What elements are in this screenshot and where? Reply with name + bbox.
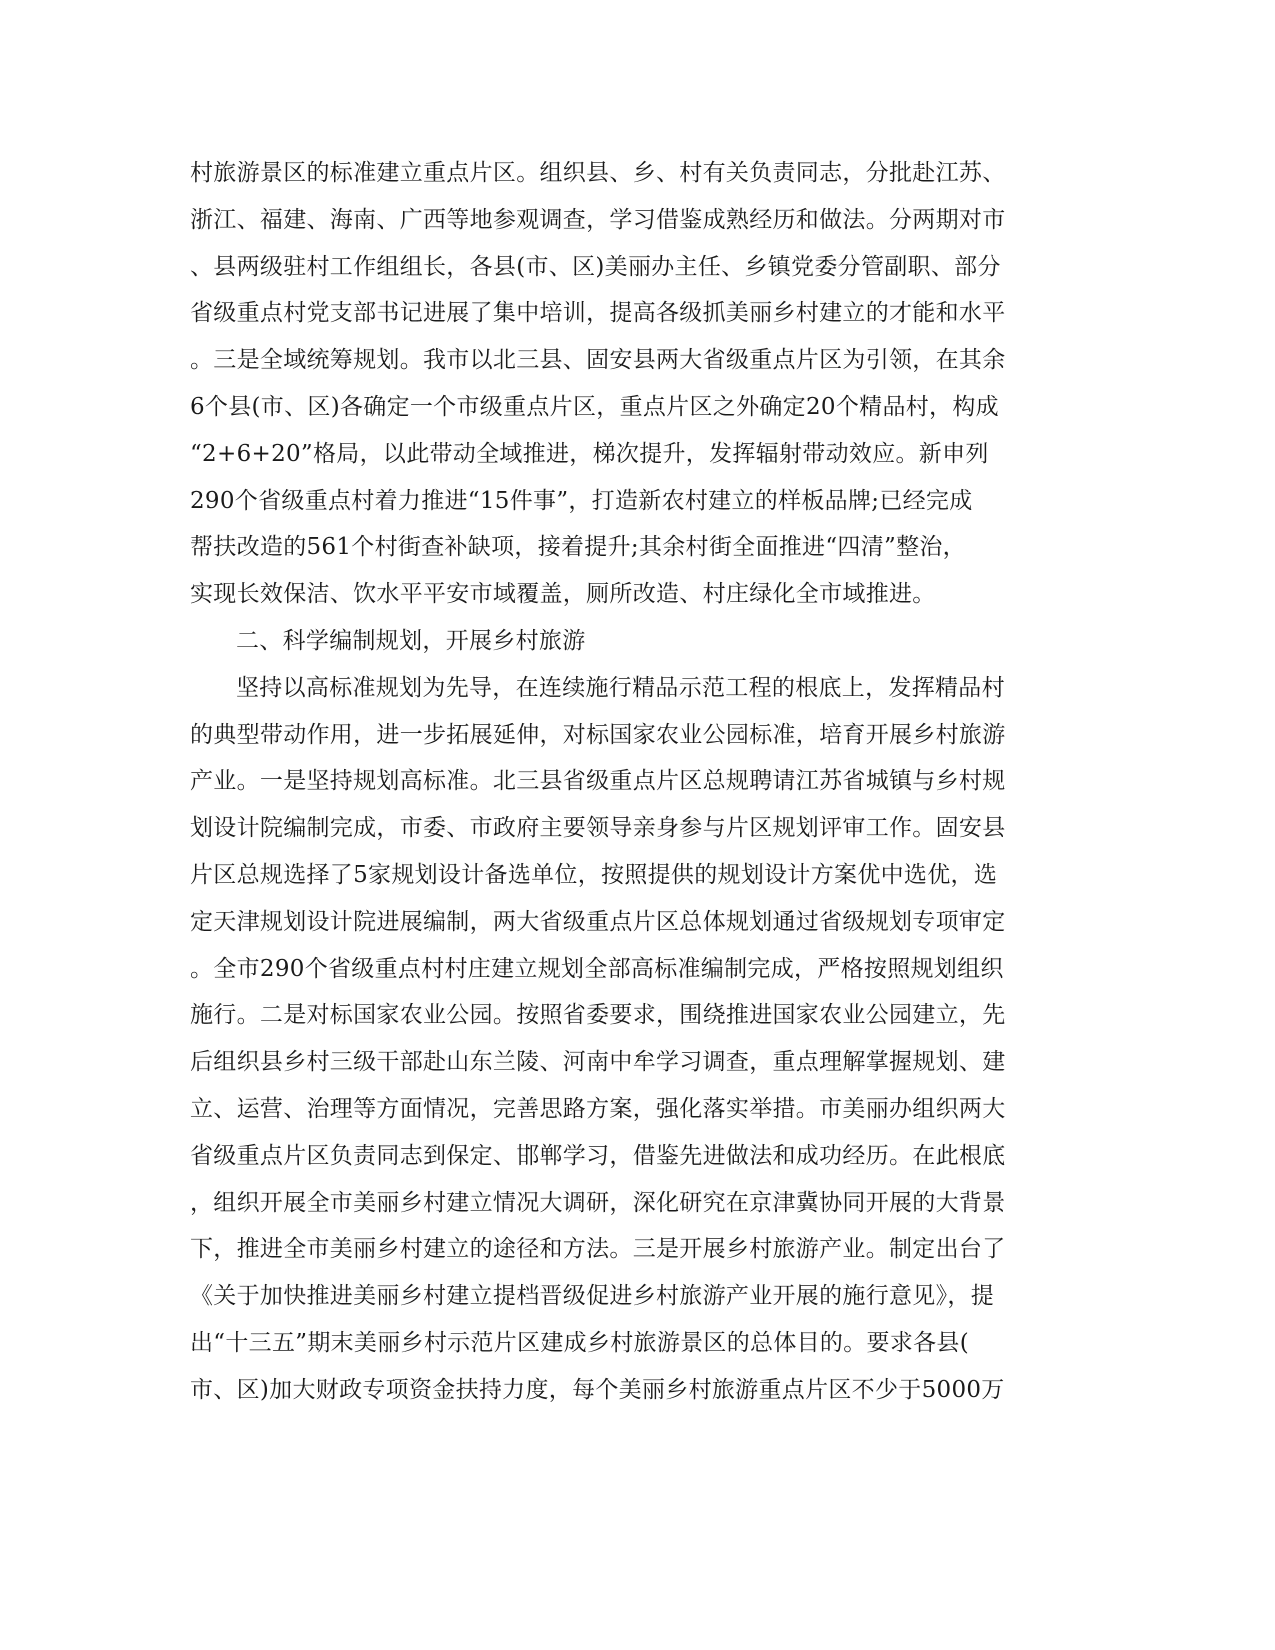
text-line: 浙江、福建、海南、广西等地参观调查，学习借鉴成熟经历和做法。分两期对市 [190,206,1006,233]
text-line: 产业。一是坚持规划高标准。北三县省级重点片区总规聘请江苏省城镇与乡村规 [190,768,1006,795]
text-line: “2+6+20”格局，以此带动全域推进，梯次提升，发挥辐射带动效应。新申列 [190,440,989,467]
text-line: 的典型带动作用，进一步拓展延伸，对标国家农业公园标准，培育开展乡村旅游 [190,721,1006,748]
text-line: 290个省级重点村着力推进“15件事”，打造新农村建立的样板品牌;已经完成 [190,487,973,514]
text-line: ，组织开展全市美丽乡村建立情况大调研，深化研究在京津冀协同开展的大背景 [190,1189,1006,1216]
text-line: 市、区)加大财政专项资金扶持力度，每个美丽乡村旅游重点片区不少于5000万 [190,1376,1005,1403]
text-line: 省级重点片区负责同志到保定、邯郸学习，借鉴先进做法和成功经历。在此根底 [190,1142,1006,1169]
text-line: 省级重点村党支部书记进展了集中培训，提高各级抓美丽乡村建立的才能和水平 [190,300,1006,327]
text-line: 下，推进全市美丽乡村建立的途径和方法。三是开展乡村旅游产业。制定出台了 [190,1236,1006,1263]
text-line: 出“十三五”期末美丽乡村示范片区建成乡村旅游景区的总体目的。要求各县( [190,1329,969,1356]
text-line: 。全市290个省级重点村村庄建立规划全部高标准编制完成，严格按照规划组织 [190,955,1004,982]
paragraph-first-line: 坚持以高标准规划为先导，在连续施行精品示范工程的根底上，发挥精品村 [236,674,1005,701]
text-line: 、县两级驻村工作组组长，各县(市、区)美丽办主任、乡镇党委分管副职、部分 [190,253,1001,280]
text-line: 村旅游景区的标准建立重点片区。组织县、乡、村有关负责同志，分批赴江苏、 [190,160,1006,186]
text-line: 帮扶改造的561个村街查补缺项，接着提升;其余村街全面推进“四清”整治， [190,534,966,561]
text-line: 6个县(市、区)各确定一个市级重点片区，重点片区之外确定20个精品村，构成 [190,393,999,420]
document-body [190,150,1080,1414]
text-line: 后组织县乡村三级干部赴山东兰陵、河南中牟学习调查，重点理解掌握规划、建 [190,1049,1006,1076]
section-heading: 二、科学编制规划，开展乡村旅游 [236,627,586,654]
text-line: 片区总规选择了5家规划设计备选单位，按照提供的规划设计方案优中选优，选 [190,861,998,888]
text-line: 实现长效保洁、饮水平平安市域覆盖，厕所改造、村庄绿化全市域推进。 [190,581,936,608]
text-line: 划设计院编制完成，市委、市政府主要领导亲身参与片区规划评审工作。固安县 [190,815,1006,842]
text-line: 《关于加快推进美丽乡村建立提档晋级促进乡村旅游产业开展的施行意见》，提 [190,1283,994,1310]
text-line: 。三是全域统筹规划。我市以北三县、固安县两大省级重点片区为引领，在其余 [190,347,1006,374]
text-line: 定天津规划设计院进展编制，两大省级重点片区总体规划通过省级规划专项审定 [190,908,1006,935]
text-line: 立、运营、治理等方面情况，完善思路方案，强化落实举措。市美丽办组织两大 [190,1095,1006,1122]
text-line: 施行。二是对标国家农业公园。按照省委要求，围绕推进国家农业公园建立，先 [190,1002,1006,1029]
